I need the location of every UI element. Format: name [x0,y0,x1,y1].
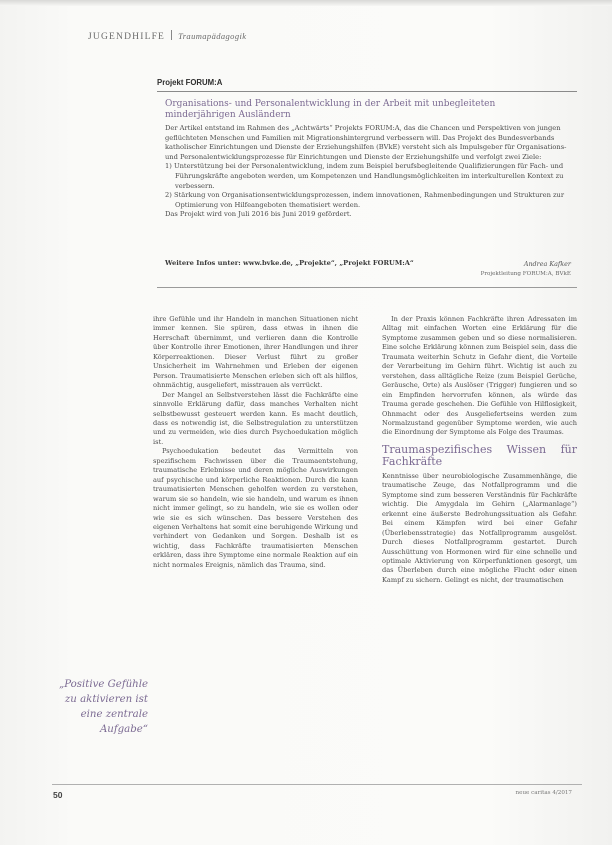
pull-quote: „Positive Gefühle zu aktivieren ist eine zentrale Aufgabe“ [58,679,148,735]
footer-rule [52,784,582,785]
scan-edge-shadow [0,0,612,6]
left-column [153,315,358,570]
section-heading: Traumaspezifisches Wissen für Fachkräfte [382,442,577,468]
info-box-top-rule [157,91,577,92]
left-paragraph: Der Mangel an Selbstverstehen lässt die Fachkräfte eine sinnvolle Erklärung dafür, dass manches Verhalten nicht selbstbewusst gesteuert werden kann. Es macht deutlich, dass es notwendig ist, die Selbstregulation zu unterstützen und zu vermeiden, wie dies durch Psychoedukation möglich ist. [153,390,358,446]
right-column [382,315,577,585]
info-box-link: Weitere Infos unter: www.bvke.de, „Projekte“, „Projekt FORUM:A“ [165,259,414,267]
info-box-duration: Das Projekt wird von Juli 2016 bis Juni 2019 gefördert. [165,210,352,219]
info-box-bottom-rule [157,287,577,288]
header-section: JUGENDHILFE [88,32,166,42]
info-box [157,78,577,296]
page-number: 50 [53,790,63,800]
info-box-heading: Organisations- und Personalentwicklung in der Arbeit mit unbegleiteten minderjährigen Ausländern [165,99,496,120]
info-box-body [165,124,570,220]
info-box-author-credit: Projektleitung FORUM:A, BVkE [480,271,571,277]
info-box-intro: Der Artikel entstand im Rahmen des „Achtwärts“ Projekts FORUM:A, das die Chancen und Perspektiven von jungen geflüchteten Menschen und Familien mit Migrationshintergrund verbessern will. Das Projekt des Bundesverbands katholischer Einrichtungen und Dienste der Erziehungshilfen (BVkE) versteht sich als Impulsgeber für Organisations- und Personalentwicklungsprozesse für Einrichtungen und Dienste der Erziehungshilfe und verfolgt zwei Ziele: [165,124,567,161]
header-divider [171,30,172,40]
info-box-label: Projekt FORUM:A [157,78,223,87]
header-subsection: Traumapädagogik [178,31,247,41]
info-box-author: Andrea Kafker [523,260,571,268]
right-paragraph: In der Praxis können Fachkräfte ihren Adressaten im Alltag mit einfachen Worten eine Erklärung für die Symptome zusammen geben und so diese normalisieren. Eine solche Erklärung können zum Beispiel sein, dass die Traumata weiterhin Schutz in Gefahr dient, die Vorteile der Verarbeitung im Gehirn führt. Wichtig ist auch zu verstehen, dass alltägliche Reize (zum Beispiel Gerüche, Geräusche, Orte) als Auslöser (Trigger) fungieren und so ein Empfinden hervorrufen können, als würde das Trauma gerade geschehen. Die Gefühle von Hilflosigkeit, Ohnmacht oder des Ausgeliefertseins werden zum Normalzustand gegenüber Symptome werden, wie auch die Einordnung der Symptome als Folge des Traumas. [382,315,577,437]
left-paragraph: Psychoedukation bedeutet das Vermitteln von spezifischem Fachwissen über die Traumaentstehung, traumatische Erlebnisse und deren mögliche Auswirkungen auf psychische und körperliche Reaktionen. Durch die kann traumatisierten Menschen geholfen werden zu verstehen, warum sie so handeln, wie sie handeln, und warum es ihnen nicht immer gelingt, so zu handeln, wie sie es wollen oder wie sie es sich wünschen. Das bessere Verstehen des eigenen Verhaltens hat somit eine beruhigende Wirkung und verhindert von Gedanken und Sorgen. Deshalb ist es wichtig, dass Fachkräfte traumatisierten Menschen erklären, dass ihre Symptome eine normale Reaktion auf ein nicht normales Ereignis, nämlich das Trauma, sind. [153,447,358,569]
left-paragraph: ihre Gefühle und ihr Handeln in manchen Situationen nicht immer kennen. Sie spüren, dass etwas in ihnen die Herrschaft übernimmt, und verlieren dann die Kontrolle über Kontrolle ihrer Emotionen, ihrer Handlungen und ihrer Körperreaktionen. Dieser Verlust führt zu großer Unsicherheit im Wahrnehmen und Erleben der eigenen Person. Traumatisierte Menschen erleben sich oft als hilflos, ohnmächtig, ausgeliefert, misstrauen als verrückt. [153,315,358,390]
journal-footer: neue caritas 4/2017 [515,790,572,796]
info-box-goal-1: 1) Unterstützung bei der Personalentwicklung, indem zum Beispiel berufsbegleitende Qualifizierungen für Fach- und Führungskräfte angeboten werden, um Kompetenzen und Handlungsmöglichkeiten im interkulturellen Kontext zu verbessern. [165,162,564,190]
right-paragraph: Kenntnisse über neurobiologische Zusammenhänge, die traumatische Zeuge, das Notfallprogramm und die Symptome sind zum besseren Verständnis für Fachkräfte wichtig. Die Amygdala im Gehirn („Alarmanlage“) erkennt eine äußerste Bedrohungssituation als Gefahr. Bei einem Kämpfen wird bei einer Gefahr (Überlebensstrategie) das Notfallprogramm ausgelöst. Durch dieses Notfallprogramm gestartet. Durch Ausschüttung von Hormonen wird für eine schnelle und optimale Aktivierung von Körperfunktionen gesorgt, um das Überleben durch eine mögliche Flucht oder einen Kampf zu sichern. Gelingt es nicht, der traumatischen [382,471,577,584]
running-header [88,30,246,42]
info-box-goal-2: 2) Stärkung von Organisationsentwicklungsprozessen, indem innovationen, Rahmenbedingungen und Strukturen zur Optimierung von Hilfeangeboten thematisiert werden. [165,191,565,209]
